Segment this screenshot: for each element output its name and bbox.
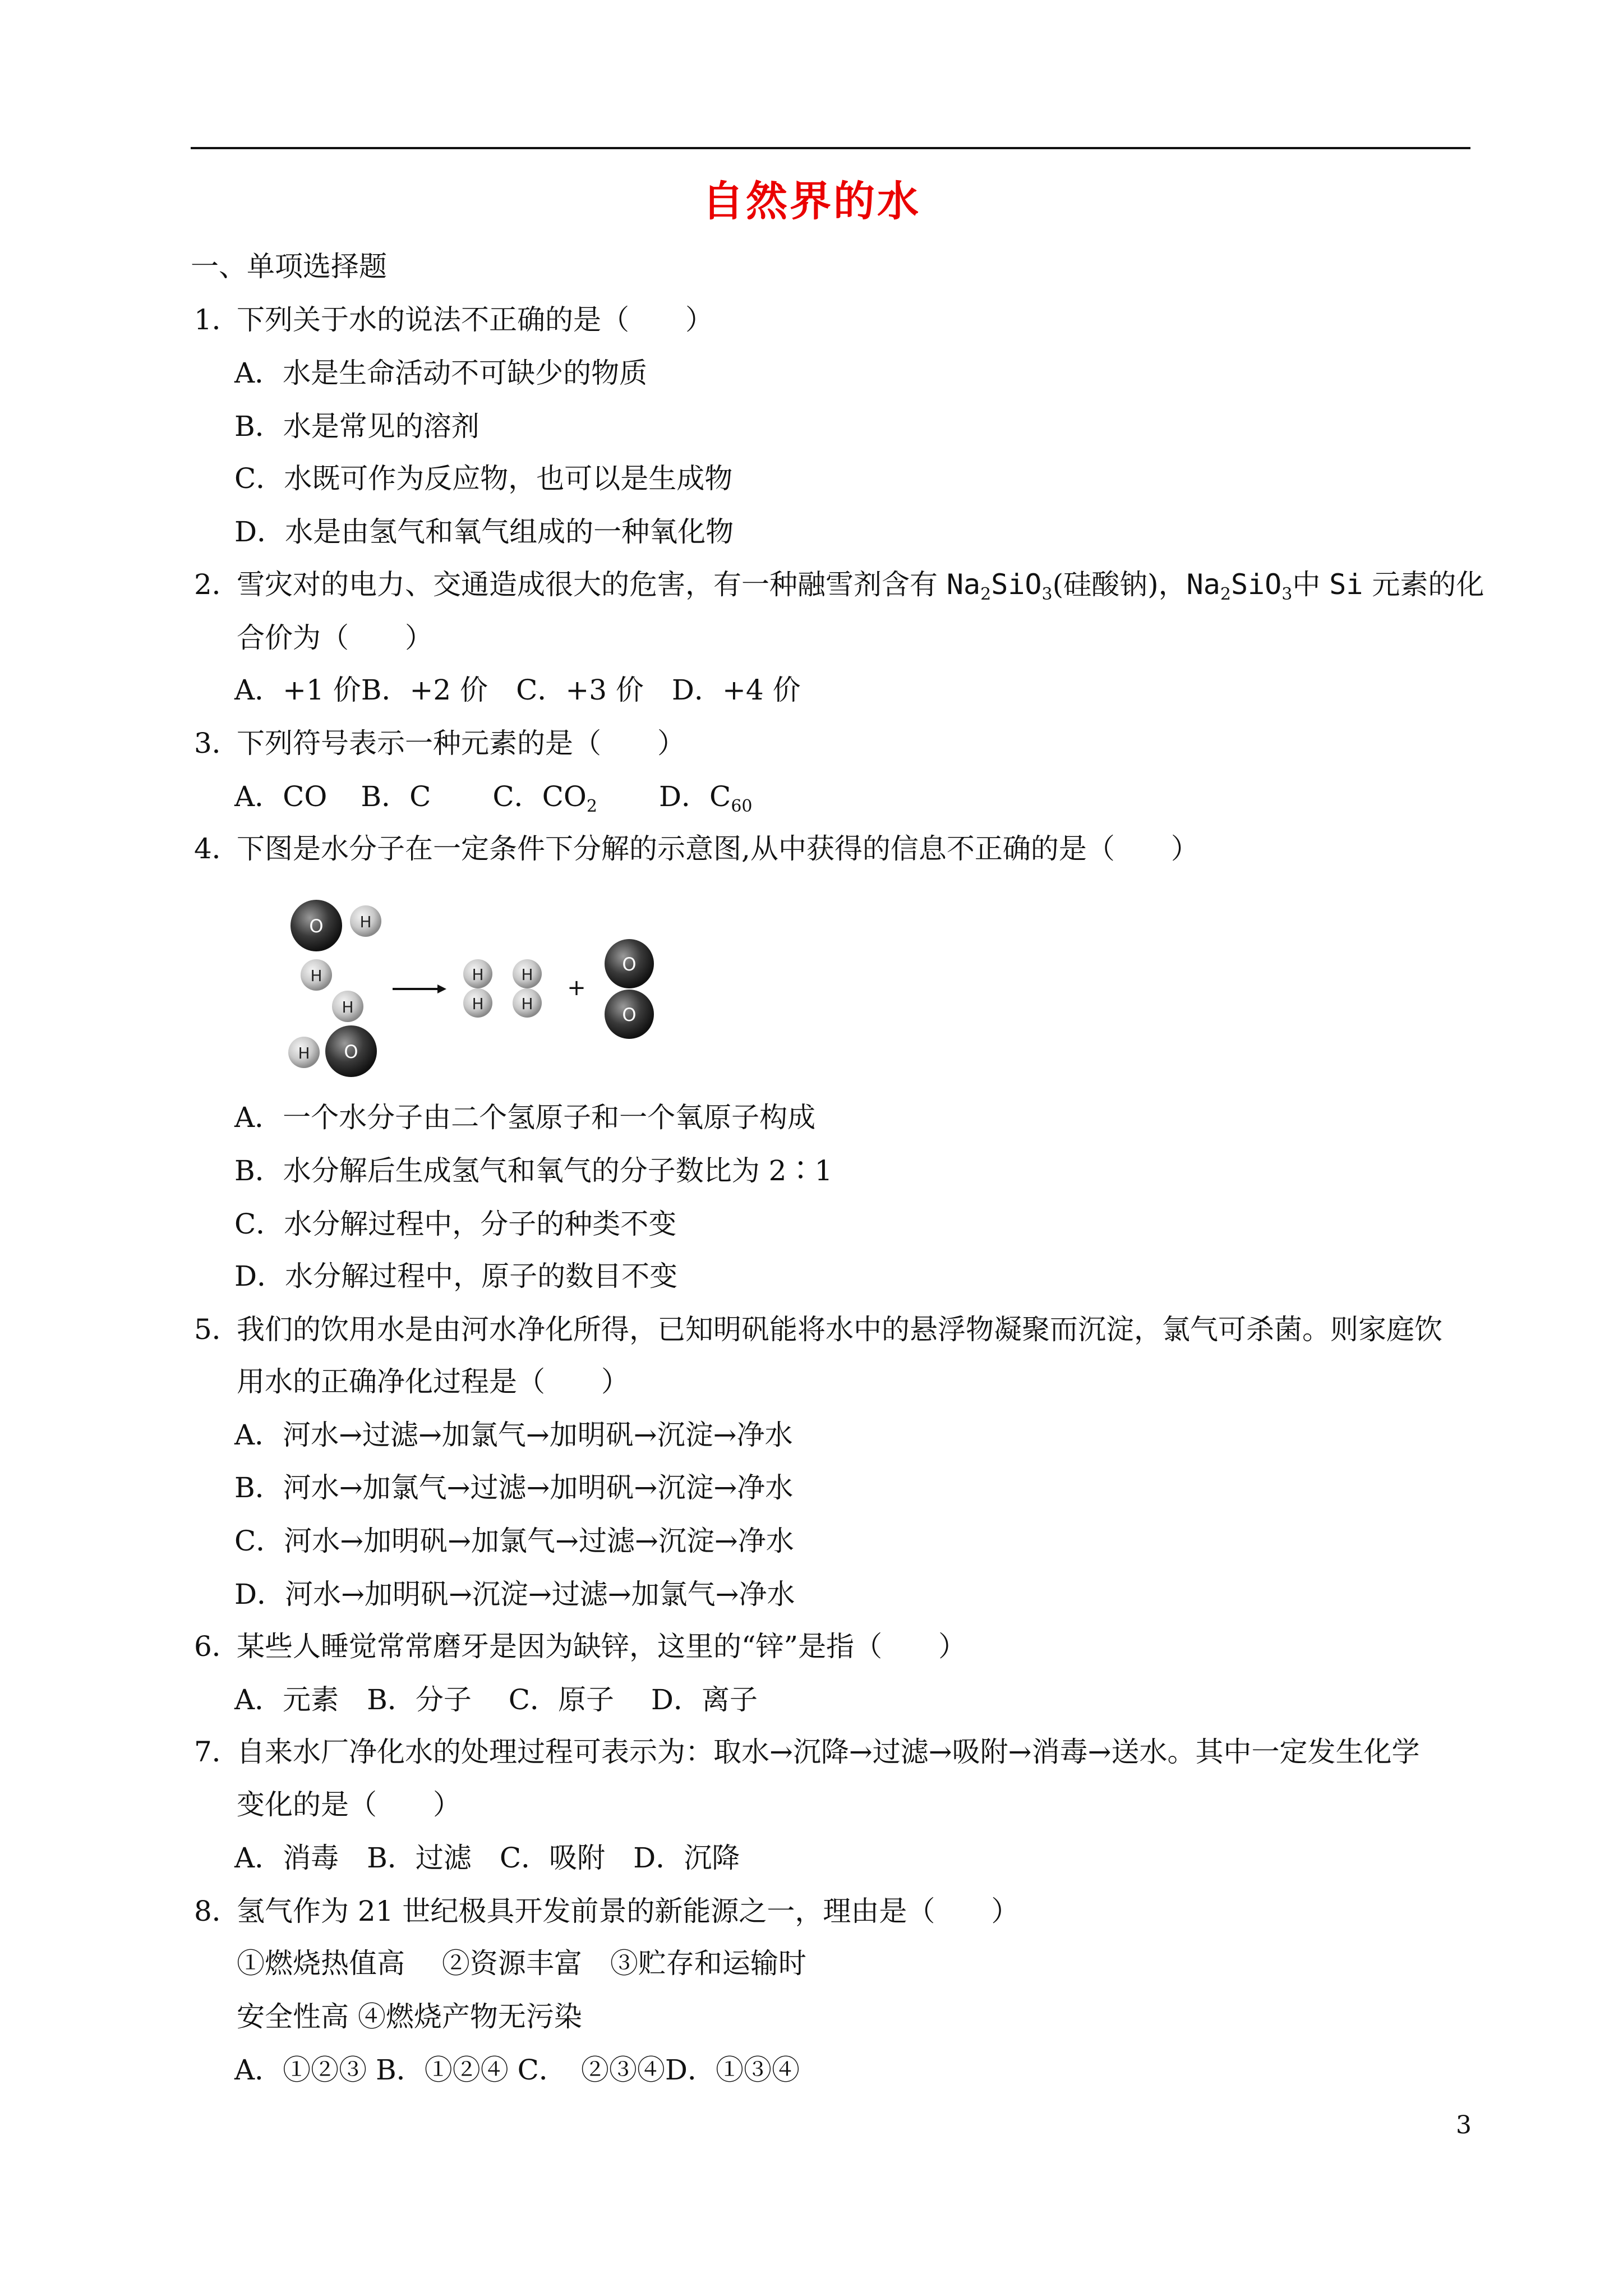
atom-label: H (472, 965, 484, 984)
q4-option-c: C．水分解过程中，分子的种类不变 (234, 1208, 677, 1240)
question-stem: 下图是水分子在一定条件下分解的示意图,从中获得的信息不正确的是（ ） (237, 832, 1199, 865)
question-stem: 下列关于水的说法不正确的是（ ） (237, 303, 713, 336)
question-number: 7． (194, 1736, 240, 1768)
question-number: 3． (194, 727, 240, 760)
question-number: 8． (194, 1895, 240, 1927)
q4-option-b: B．水分解后生成氢气和氧气的分子数比为 2∶1 (234, 1154, 833, 1187)
q3-option-c: C．CO (492, 780, 587, 813)
q7-stem-continued: 变化的是（ ） (237, 1788, 461, 1821)
q1-option-a: A．水是生命活动不可缺少的物质 (234, 357, 648, 389)
q5-option-a: A．河水→过滤→加氯气→加明矾→沉淀→净水 (234, 1419, 793, 1451)
q2-option-d: D．+4 价 (671, 674, 801, 706)
q3-options (234, 780, 753, 816)
atom-label: O (622, 954, 637, 975)
page-number: 3 (1456, 2111, 1472, 2139)
q3-option-a: A．CO (234, 780, 328, 813)
water-molecule-2 (288, 991, 377, 1077)
q2-stem-continued: 合价为（ ） (237, 622, 433, 654)
atom-label: H (359, 913, 372, 931)
page-title: 自然界的水 (702, 177, 921, 226)
q6-options: A．元素 B．分子 C．原子 D．离子 (234, 1683, 758, 1716)
question-2 (194, 568, 1484, 604)
q7-options: A．消毒 B．过滤 C．吸附 D．沉降 (234, 1842, 740, 1874)
q5-stem-continued: 用水的正确净化过程是（ ） (237, 1365, 629, 1398)
atom-label: H (521, 965, 533, 984)
atom-label: O (622, 1004, 637, 1025)
atom-label: H (310, 967, 322, 985)
atom-label: H (298, 1044, 310, 1062)
q2-option-c: C．+3 价 (516, 674, 644, 706)
formula-subscript: 3 (1041, 585, 1053, 604)
question-number: 6． (194, 1630, 240, 1663)
q5-option-b: B．河水→加氯气→过滤→加明矾→沉淀→净水 (234, 1471, 794, 1504)
atom-label: H (342, 998, 354, 1016)
formula-part: Si (1329, 568, 1363, 601)
question-stem: 下列符号表示一种元素的是（ ） (237, 727, 685, 760)
header-rule (191, 147, 1470, 149)
section-heading: 一、单项选择题 (191, 250, 387, 283)
q8-line-2: 安全性高 ④燃烧产物无污染 (237, 2000, 582, 2033)
question-stem-part: 元素的化 (1372, 568, 1484, 601)
q1-option-d: D．水是由氢气和氧气组成的一种氧化物 (234, 516, 734, 548)
question-number: 4． (194, 832, 240, 865)
q4-option-d: D．水分解过程中，原子的数目不变 (234, 1260, 678, 1292)
q2-options (234, 673, 801, 707)
question-8 (194, 1894, 1019, 1928)
question-number: 5． (194, 1313, 240, 1346)
question-stem: 自来水厂净化水的处理过程可表示为：取水→沉降→过滤→吸附→消毒→送水。其中一定发生化学 (237, 1736, 1420, 1768)
atom-label: O (309, 915, 324, 937)
q5-option-c: C．河水→加明矾→加氯气→过滤→沉淀→净水 (234, 1525, 794, 1557)
formula-subscript: 60 (731, 797, 753, 816)
q8-line-1: ①燃烧热值高 ②资源丰富 ③贮存和运输时 (237, 1947, 806, 1980)
q1-option-b: B．水是常见的溶剂 (234, 410, 479, 443)
q8-options: A．①②③ B．①②④ C． ②③④D．①③④ (234, 2054, 800, 2086)
q4-option-a: A．一个水分子由二个氢原子和一个氧原子构成 (234, 1101, 816, 1134)
arrow-head (437, 984, 446, 993)
q2-option-a: A．+1 价 (234, 674, 361, 706)
question-number: 2． (194, 568, 240, 601)
atom-label: H (521, 995, 533, 1013)
hydrogen-molecule-1 (463, 959, 492, 1018)
question-stem: 某些人睡觉常常磨牙是因为缺锌，这里的“锌”是指（ ） (237, 1630, 967, 1663)
atom-label: O (344, 1041, 358, 1062)
question-stem: 氢气作为 21 世纪极具开发前景的新能源之一，理由是（ ） (237, 1895, 1020, 1927)
question-4 (194, 832, 1199, 866)
formula-subscript: 3 (1281, 585, 1293, 604)
question-7 (194, 1735, 1419, 1769)
hydrogen-molecule-2 (513, 959, 542, 1018)
q5-option-d: D．河水→加明矾→沉淀→过滤→加氯气→净水 (234, 1578, 795, 1611)
question-number: 1． (194, 303, 240, 336)
formula-part: Na (946, 568, 981, 601)
question-3 (194, 726, 685, 760)
q3-option-b: B．C (361, 780, 431, 813)
oxygen-molecule (605, 939, 654, 1039)
water-molecule-1 (291, 900, 381, 991)
formula-part: SiO (1230, 568, 1282, 601)
question-6 (194, 1630, 966, 1663)
q3-option-d: D．C (658, 780, 731, 813)
formula-part: Na (1186, 568, 1220, 601)
question-5 (194, 1313, 1442, 1346)
question-1 (194, 303, 713, 337)
formula-part: SiO (991, 568, 1042, 601)
question-stem-part: 中 (1292, 568, 1321, 601)
formula-subscript: 2 (586, 797, 597, 816)
formula-subscript: 2 (1220, 585, 1231, 604)
formula-subscript: 2 (980, 585, 992, 604)
question-stem-part: (硅酸钠)， (1052, 568, 1187, 601)
water-decomposition-diagram (280, 896, 662, 1082)
q1-option-c: C．水既可作为反应物，也可以是生成物 (234, 462, 733, 495)
plus-sign: + (567, 975, 586, 1001)
atom-label: H (472, 995, 484, 1013)
q2-option-b: B．+2 价 (361, 674, 488, 706)
question-stem: 我们的饮用水是由河水净化所得，已知明矾能将水中的悬浮物凝聚而沉淀，氯气可杀菌。则家庭饮 (237, 1313, 1442, 1346)
question-stem-part: 雪灾对的电力、交通造成很大的危害，有一种融雪剂含有 (237, 568, 938, 601)
